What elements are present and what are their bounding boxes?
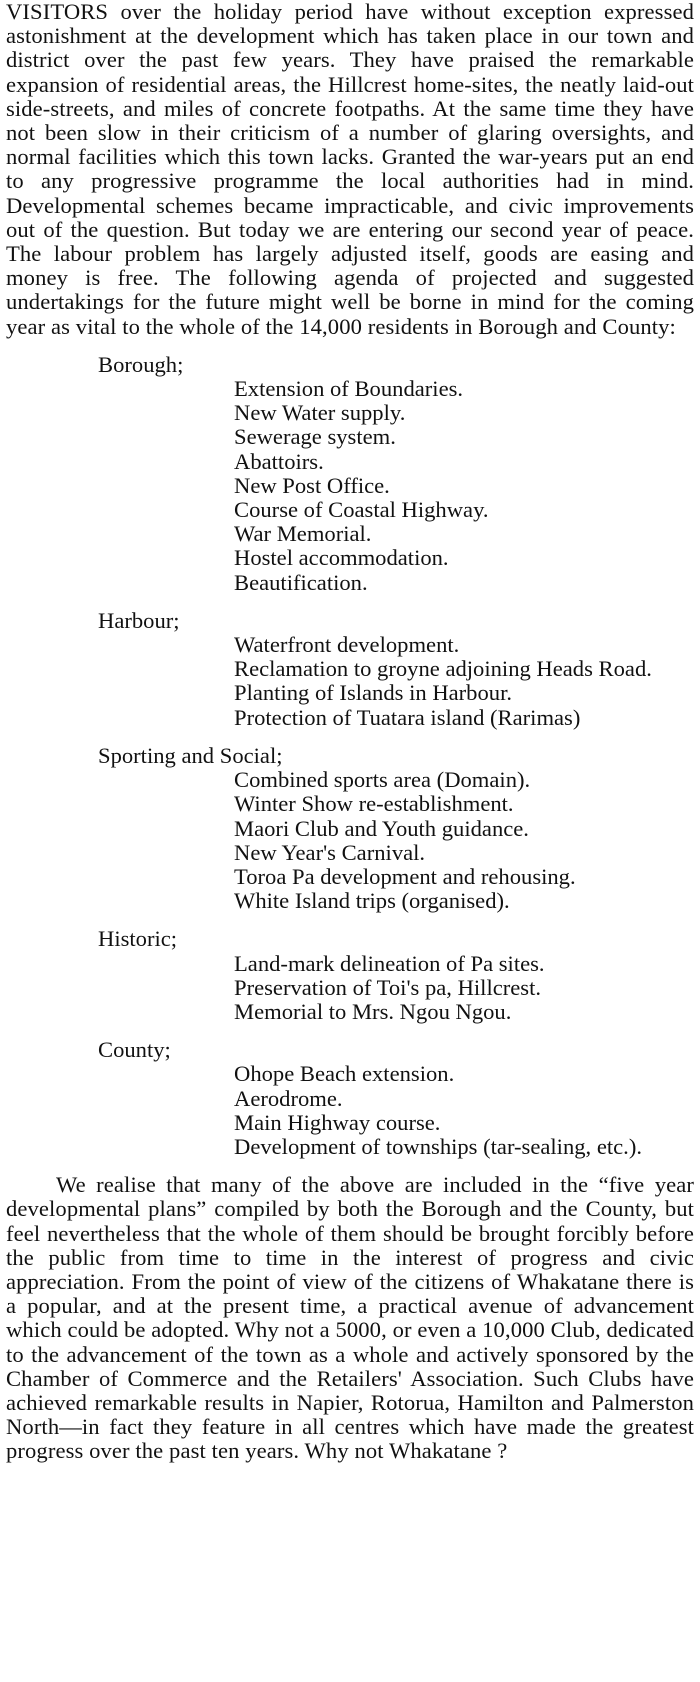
agenda-item: War Memorial. (234, 521, 372, 547)
closing-paragraph: We realise that many of the above are included in the “five year developmental plans” compiled by both the Borough and the County, but feel nevertheless that the whole of them should be brought forcibly before the public from time to time in the interest of progress and civic appreciation. From the point of view of the citizens of Whakatane there is a popular, and at the present time, a practical avenue of advancement which could be adopted. Why not a 5000, or even a 10,000 Club, dedicated to the advancement of the town as a whole and actively sponsored by the Chamber of Commerce and the Retailers' Association. Such Clubs have achieved remarkable results in Napier, Rotorua, Hamilton and Palmerston North—in fact they feature in all centres which have made the greatest progress over the past ten years. Why not Whakatane ? (6, 1172, 694, 1464)
agenda-item: Waterfront development. (234, 632, 460, 658)
agenda-item: Maori Club and Youth guidance. (234, 815, 529, 841)
agenda-item: Memorial to Mrs. Ngou Ngou. (234, 998, 512, 1024)
agenda-item: Winter Show re-establishment. (234, 791, 514, 817)
section-items (6, 1062, 694, 1159)
agenda-item: Hostel accommodation. (234, 545, 449, 571)
agenda-item: Protection of Tuatara island (Rarimas) (234, 704, 581, 730)
agenda-section-historic (6, 927, 694, 1024)
section-heading: County; (98, 1037, 171, 1063)
section-items (6, 633, 694, 730)
section-items (6, 952, 694, 1025)
agenda-section-county (6, 1038, 694, 1159)
agenda-item: Ohope Beach extension. (234, 1061, 455, 1087)
agenda-item: Extension of Boundaries. (234, 376, 464, 402)
agenda-item: Abattoirs. (234, 448, 324, 474)
agenda-list (6, 353, 694, 1159)
agenda-section-borough (6, 353, 694, 595)
agenda-item: Sewerage system. (234, 424, 396, 450)
section-heading: Harbour; (98, 607, 180, 633)
intro-paragraph: VISITORS over the holiday period have without exception expressed astonishment at the development which has taken place in our town and district over the past few years. They have praised the remarkable expansion of residential areas, the Hillcrest home-sites, the neatly laid-out side-streets, and miles of concrete footpaths. At the same time they have not been slow in their criticism of a number of glaring oversights, and normal facilities which this town lacks. Granted the war-years put an end to any progressive programme the local authorities had in mind. Developmental schemes became impracticable, and civic improvements out of the question. But today we are entering our second year of peace. The labour problem has largely adjusted itself, goods are easing and money is free. The following agenda of projected and suggested undertakings for the future might well be borne in mind for the coming year as vital to the whole of the 14,000 residents in Borough and County: (6, 0, 694, 339)
agenda-item: Main Highway course. (234, 1109, 441, 1135)
agenda-section-sporting (6, 744, 694, 913)
agenda-section-harbour (6, 609, 694, 730)
section-items (6, 768, 694, 913)
agenda-item: New Post Office. (234, 472, 390, 498)
agenda-item: New Water supply. (234, 400, 406, 426)
section-heading: Sporting and Social; (98, 742, 283, 768)
agenda-item: Planting of Islands in Harbour. (234, 680, 512, 706)
agenda-item: New Year's Carnival. (234, 839, 426, 865)
agenda-item: Reclamation to groyne adjoining Heads Road. (234, 656, 652, 682)
section-heading: Historic; (98, 926, 178, 952)
section-heading: Borough; (98, 351, 184, 377)
agenda-item: Course of Coastal Highway. (234, 497, 489, 523)
agenda-item: Development of townships (tar-sealing, etc.). (234, 1133, 643, 1159)
section-items (6, 377, 694, 595)
agenda-item: White Island trips (organised). (234, 888, 510, 914)
agenda-item: Aerodrome. (234, 1085, 343, 1111)
agenda-item: Preservation of Toi's pa, Hillcrest. (234, 974, 542, 1000)
agenda-item: Land-mark delineation of Pa sites. (234, 950, 545, 976)
agenda-item: Beautification. (234, 569, 368, 595)
agenda-item: Toroa Pa development and rehousing. (234, 863, 576, 889)
agenda-item: Combined sports area (Domain). (234, 767, 531, 793)
